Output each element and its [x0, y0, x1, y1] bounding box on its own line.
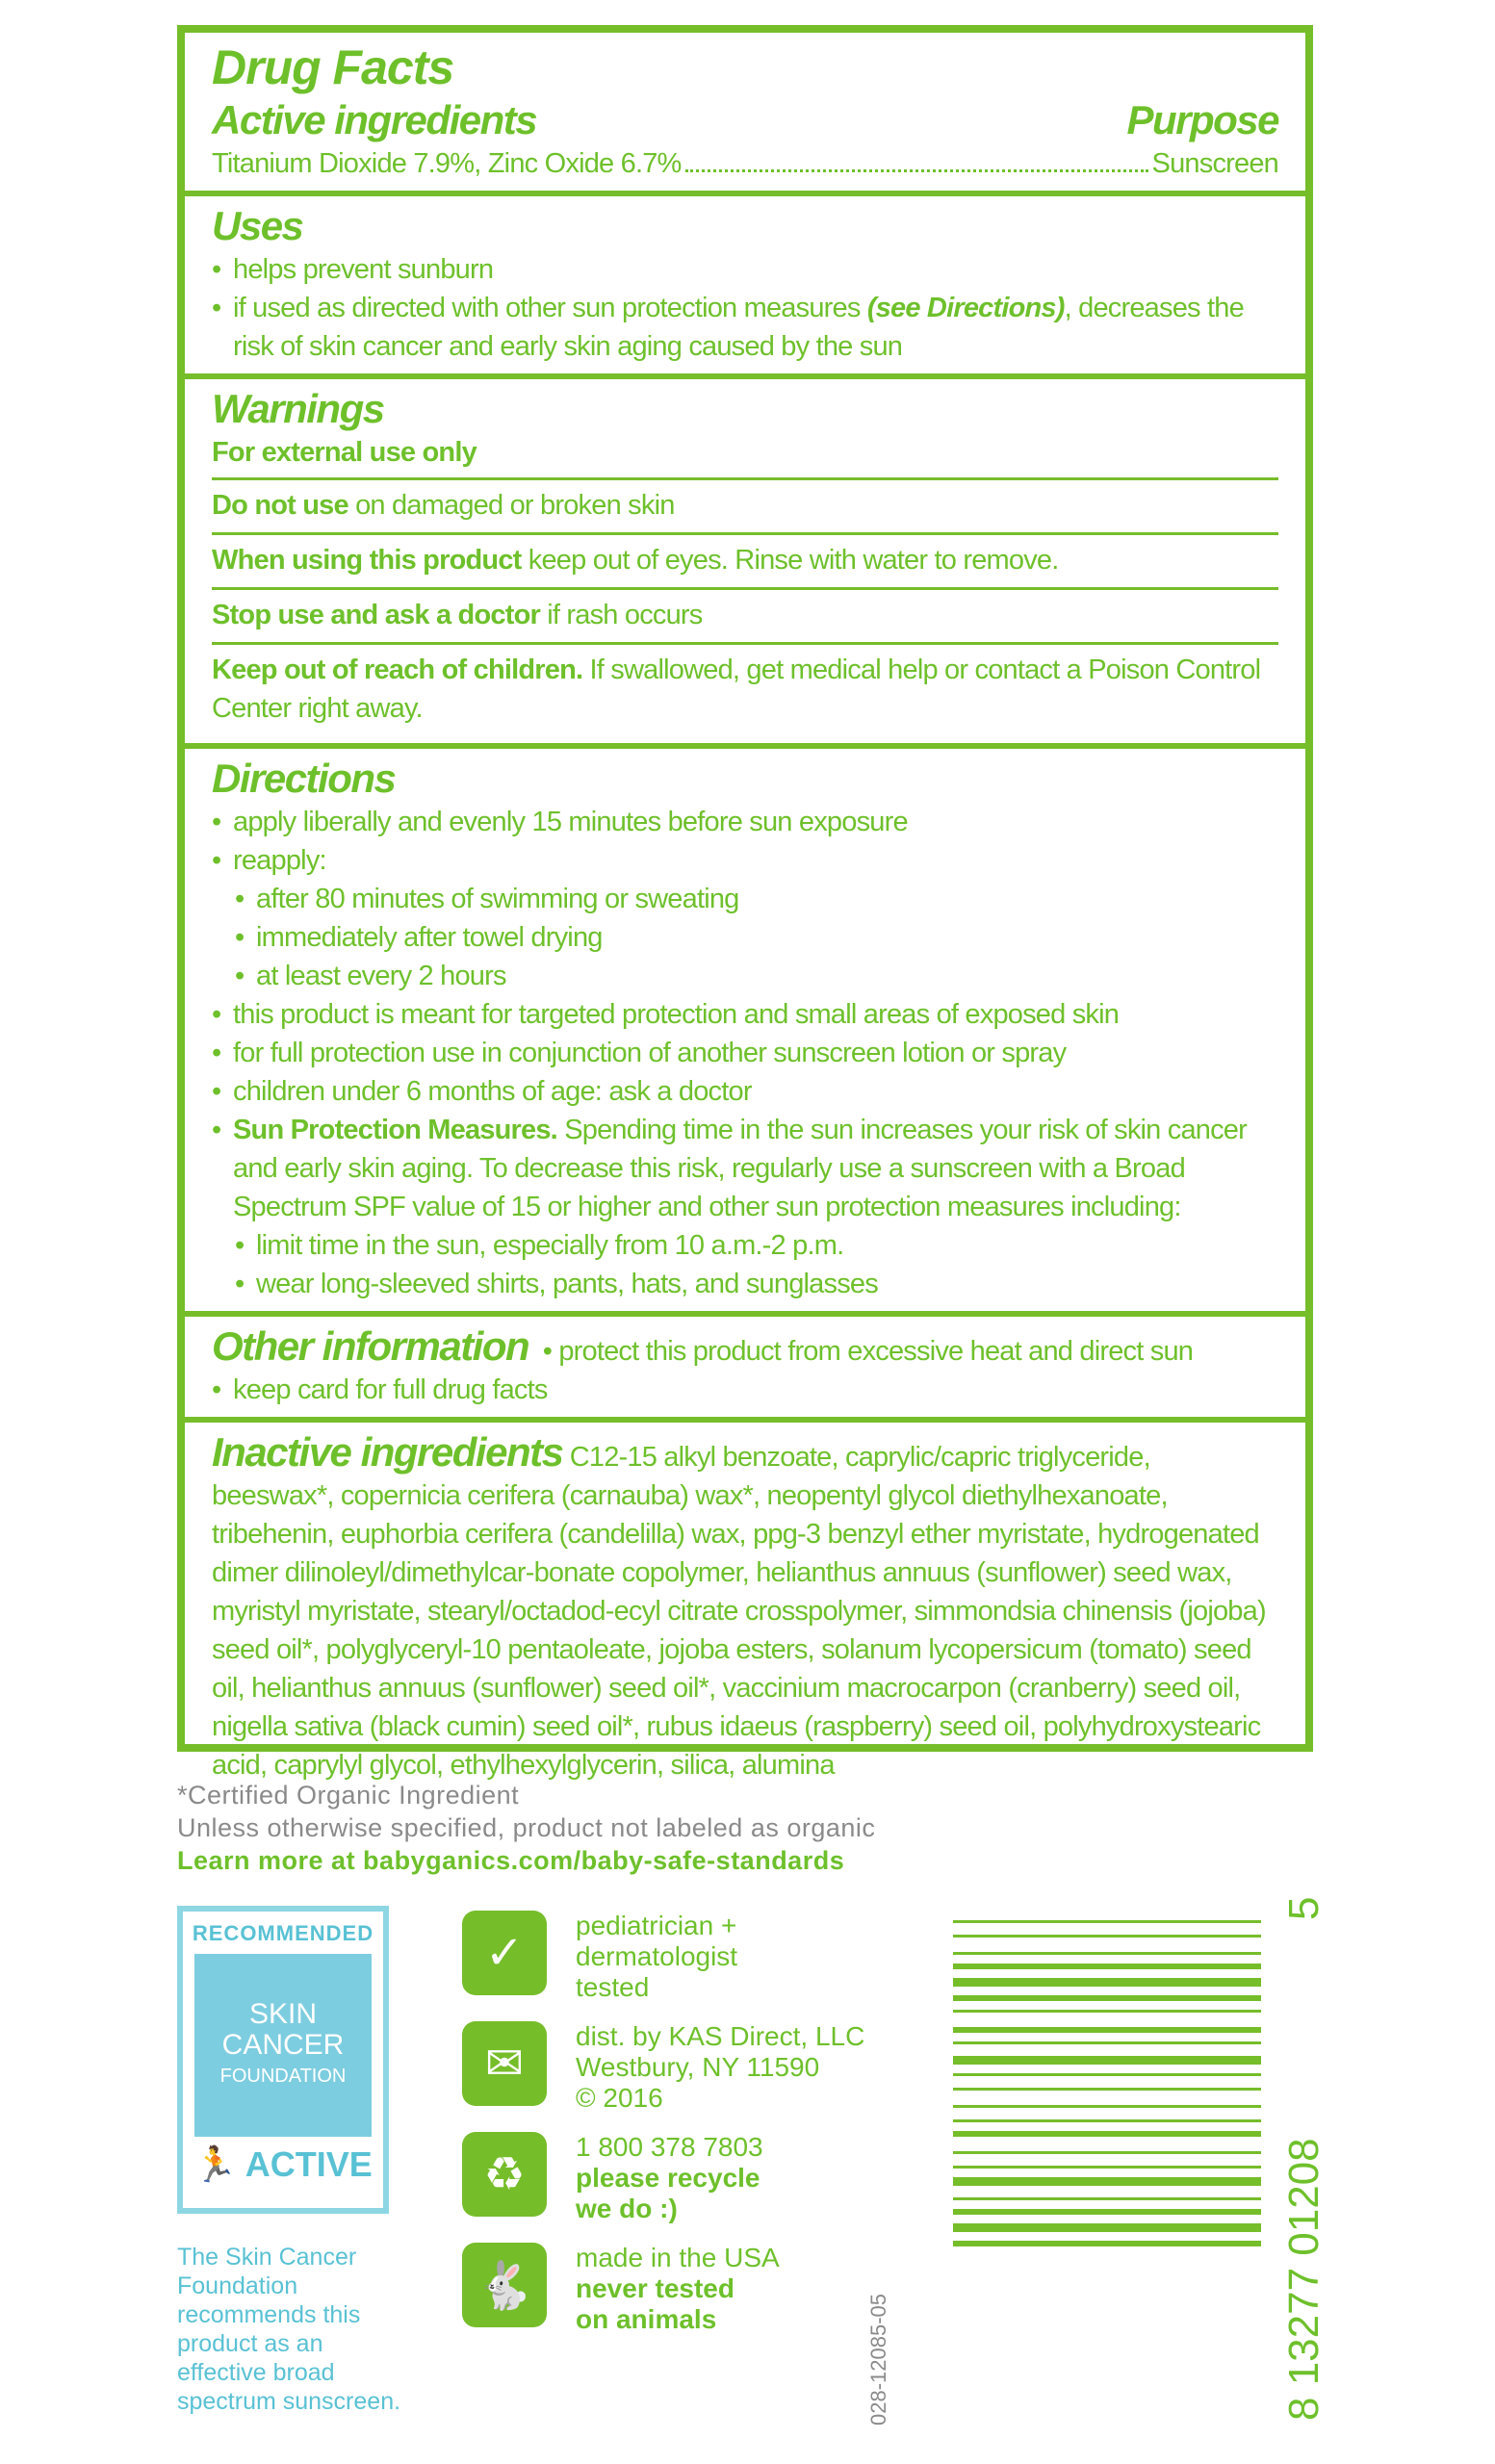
directions-item: • this product is meant for targeted protection and small areas of exposed skin [212, 995, 1278, 1034]
barcode-bar [953, 2131, 1261, 2137]
uses-heading: Uses [212, 203, 303, 248]
inactive-ingredients-text: C12-15 alkyl benzoate, caprylic/capric triglyceride, beeswax*, copernicia cerifera (carnauba) wax*, neopentyl glycol diethylhexanoate, tribehenin, euphorbia cerifera (candelilla) wax, ppg-3 benzyl ether myristate, hydrogenated dimer dilinoleyl/dimethylcar-bonate copolymer, helianthus annuus (sunflower) seed wax, myristyl myristate, stearyl/octadod-ecyl citrate crosspolymer, simmondsia chinensis (jojoba) seed oil*, polyglyceryl-10 pentaoleate, jojoba esters, solanum lycopersicum (tomato) seed oil, helianthus annuus (sunflower) seed oil*, vaccinium macrocarpon (cranberry) seed oil, nigella sativa (black cumin) seed oil*, rubus idaeus (raspberry) seed oil, polyhydroxystearic acid, caprylyl glycol, ethylhexylglycerin, silica, alumina [212, 1442, 1266, 1781]
directions-item: • for full protection use in conjunction of another sunscreen lotion or spray [212, 1034, 1278, 1072]
barcode-bar [953, 2241, 1261, 2246]
stop-use-warning: Stop use and ask a doctor if rash occurs [212, 587, 1278, 642]
barcode-bar [953, 1964, 1261, 1969]
barcode-bar [953, 2177, 1261, 2186]
directions-subitem: • at least every 2 hours [235, 957, 1278, 995]
recommended-label: RECOMMENDED [192, 1921, 374, 1945]
barcode-bar [953, 2166, 1261, 2169]
barcode-digits: 8 13277 01208 5 [1280, 1896, 1327, 2421]
warnings-heading: Warnings [212, 386, 384, 431]
certified-organic-note: *Certified Organic Ingredient [177, 1781, 520, 1810]
external-use-warning: For external use only [212, 437, 477, 468]
other-information-section [185, 1317, 1305, 1423]
directions-subitem: • wear long-sleeved shirts, pants, hats, and sunglasses [235, 1265, 1278, 1303]
feature-tested: ✓ pediatrician + dermatologist tested [462, 1911, 737, 2003]
check-plus-icon: ✓ [462, 1911, 547, 1995]
bunny-icon: 🐇 [462, 2243, 547, 2327]
inactive-ingredients-section [185, 1423, 1305, 1792]
directions-subitem: • limit time in the sun, especially from 10 a.m.-2 p.m. [235, 1226, 1278, 1265]
active-label: 🏃 ACTIVE [193, 2144, 373, 2184]
active-ingredients-section [185, 33, 1305, 196]
purpose-heading: Purpose [1126, 97, 1278, 142]
keep-out-warning: Keep out of reach of children. If swallowed, get medical help or contact a Poison Control Center right away. [212, 642, 1278, 735]
barcode-bar [953, 2105, 1261, 2108]
other-info-item: • keep card for full drug facts [212, 1371, 1278, 1409]
barcode-bar [953, 1935, 1261, 1938]
barcode-bar [953, 2073, 1261, 2076]
barcode-bar [953, 2088, 1261, 2091]
purpose-value: Sunscreen [1151, 148, 1278, 179]
barcode-bar [953, 2010, 1261, 2013]
barcode-bar [953, 1952, 1261, 1955]
envelope-icon: ✉ [462, 2021, 547, 2106]
feature-recycle: ♻ 1 800 378 7803 please recycle we do :) [462, 2132, 763, 2224]
skin-cancer-foundation-badge [177, 1906, 389, 2214]
directions-section [185, 749, 1305, 1317]
directions-subitem: • after 80 minutes of swimming or sweating [235, 880, 1278, 918]
directions-subitem: • immediately after towel drying [235, 918, 1278, 957]
uses-section [185, 196, 1305, 379]
directions-item: • apply liberally and evenly 15 minutes before sun exposure [212, 803, 1278, 841]
other-info-item: • protect this product from excessive heat and direct sun [535, 1336, 1194, 1367]
badge-caption: The Skin Cancer Foundation recommends this product as an effective broad spectrum sunscreen. [177, 2244, 401, 2415]
barcode-bar [953, 2119, 1261, 2122]
barcode-bar [953, 2197, 1261, 2200]
recycle-icon: ♻ [462, 2132, 547, 2217]
directions-heading: Directions [212, 756, 396, 801]
warnings-section [185, 379, 1305, 749]
when-using-warning: When using this product keep out of eyes. Rinse with water to remove. [212, 532, 1278, 587]
barcode-bar [953, 2056, 1261, 2065]
active-ingredient-line: Titanium Dioxide 7.9%, Zinc Oxide 6.7% [212, 148, 682, 179]
directions-item: • children under 6 months of age: ask a doctor [212, 1072, 1278, 1111]
barcode-bar [953, 1920, 1261, 1923]
uses-item: • helps prevent sunburn [212, 250, 1278, 289]
active-ingredients-heading: Active ingredients [212, 97, 537, 142]
barcode-bar [953, 2027, 1261, 2033]
drug-facts-title: Drug Facts [212, 40, 454, 94]
barcode [924, 1901, 1309, 2445]
do-not-use-warning: Do not use on damaged or broken skin [212, 477, 1278, 532]
directions-item: • reapply: [212, 841, 1278, 880]
other-information-heading: Other information [212, 1323, 529, 1369]
inactive-ingredients-heading: Inactive ingredients [212, 1429, 563, 1475]
barcode-bar [953, 1995, 1261, 2001]
skin-cancer-foundation-logo: SKIN CANCER FOUNDATION [194, 1954, 372, 2137]
sun-protection-measures: • Sun Protection Measures. Spending time in the sun increases your risk of skin cancer and early skin aging. To decrease this risk, regularly use a sunscreen with a Broad Spectrum SPF value of 15 or higher and other sun protection measures including: [212, 1111, 1278, 1226]
learn-more-link[interactable]: Learn more at babyganics.com/baby-safe-standards [177, 1846, 845, 1875]
drug-facts-panel [177, 25, 1313, 1781]
organic-disclaimer: Unless otherwise specified, product not labeled as organic [177, 1813, 876, 1842]
feature-cruelty-free: 🐇 made in the USA never tested on animals [462, 2243, 780, 2335]
barcode-bar [953, 2223, 1261, 2232]
uses-item: • if used as directed with other sun protection measures (see Directions), decreases the risk of skin cancer and early skin aging caused by the sun [212, 289, 1278, 366]
feature-distributor: ✉ dist. by KAS Direct, LLC Westbury, NY 11590 © 2016 [462, 2021, 864, 2114]
leader-dots [685, 169, 1148, 172]
barcode-bar [953, 2209, 1261, 2215]
barcode-bar [953, 2041, 1261, 2044]
barcode-bar [953, 2151, 1261, 2154]
footnote [177, 1779, 875, 1877]
barcode-bar [953, 1978, 1261, 1987]
lot-number: 028-12085-05 [866, 2293, 890, 2426]
